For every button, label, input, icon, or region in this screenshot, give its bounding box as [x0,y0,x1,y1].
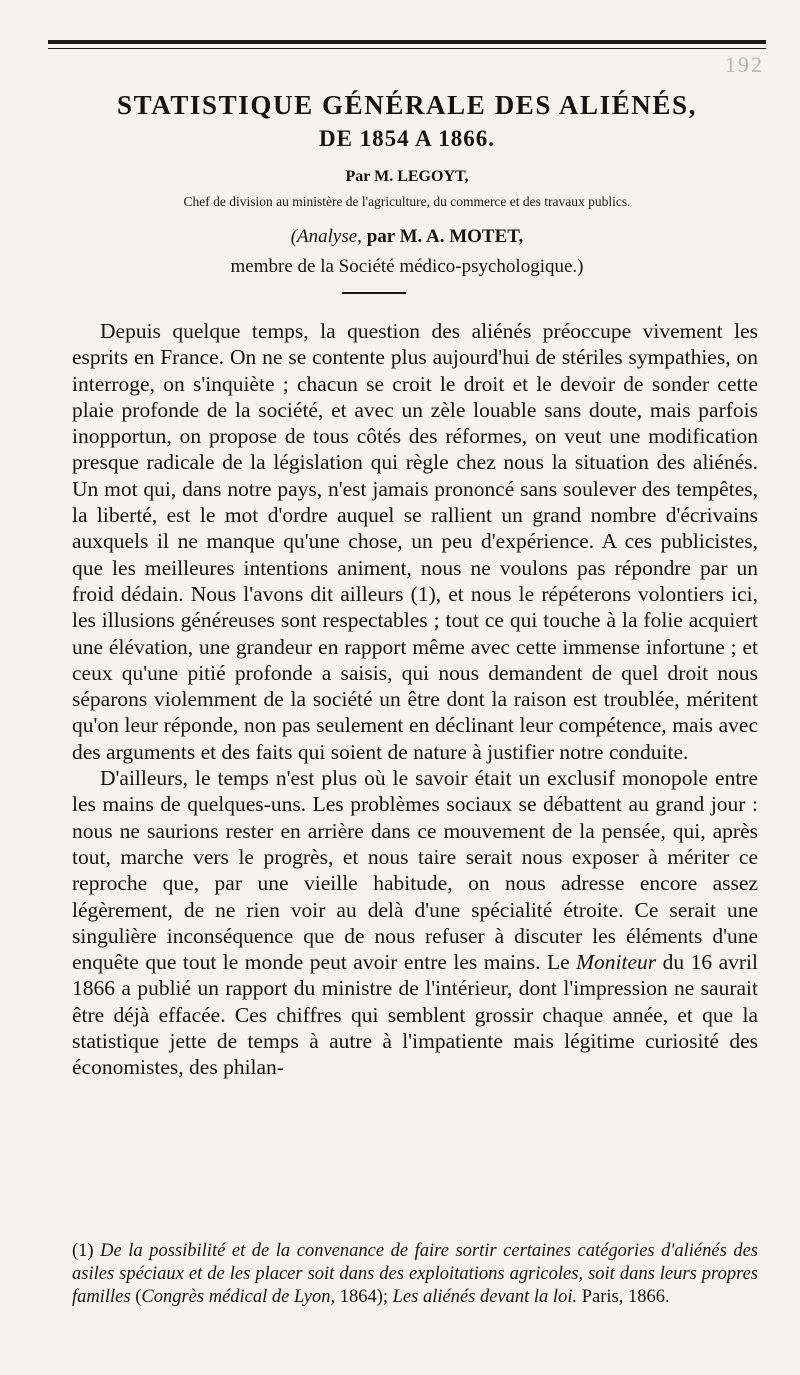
analysis-prefix: (Analyse, [290,226,362,247]
moniteur-title: Moniteur [576,950,657,975]
article-dates: DE 1854 A 1866. [318,126,496,151]
footnote-marker: (1) [72,1241,101,1261]
footnote-tail: Paris, 1866. [577,1287,670,1307]
analysis-line [40,226,774,248]
footnote-paren: ( [130,1287,142,1307]
footnote [72,1240,758,1309]
paragraph-2-text-a: D'ailleurs, le temps n'est plus où le savoir était un exclusif monopole entre les mains de quelques-uns. Les problèmes sociaux se débattent au grand jour : nous ne saurions rester en arrière dans ce mouvement de la pensée, qui, après tout, marche vers le progrès, et nous taire serait nous exposer à mériter ce reproche que, par une vieille habitude, on nous adresse encore assez légèrement, de ne rien voir au delà d'une spécialité étroite. Ce serait une singulière inconséquence que de nous refuser à discuter les éléments d'une enquête que tout le monde peut avoir entre les mains. Le [72,766,758,975]
footnote-congress: Congrès médical de Lyon [141,1287,331,1307]
footnote-congress-year: , 1864); [330,1287,393,1307]
author-affiliation: Chef de division au ministère de l'agriculture, du commerce et des travaux publics. [183,194,631,209]
section-divider [342,292,406,294]
article-body [72,318,758,1081]
footnote-book: Les aliénés devant la loi. [392,1287,578,1307]
author-byline: Par M. LEGOYT, [345,168,469,185]
header-rule-thin [48,48,766,49]
paragraph-2 [72,765,758,1081]
paragraph-2-text-b: du 16 avril 1866 a publié un rapport du ministre de l'intérieur, dont l'impression ne saurait être déjà effacée. Ces chiffres qui semblent grossir chaque année, et que la statistique jette de temps à autre à l'impatiente mais légitime curiosité des économistes, des philan- [72,950,758,1080]
analysis-author: par M. A. MOTET, [366,226,524,247]
header-rule-thick [48,40,766,44]
paragraph-1: Depuis quelque temps, la question des aliénés préoccupe vivement les esprits en France. On ne se contente plus aujourd'hui de stériles sympathies, on interroge, on s'inquiète ; chacun se croit le droit et le devoir de sonder cette plaie profonde de la société, et avec un zèle louable sans doute, mais parfois inopportun, on propose de tous côtés des réformes, on veut une modification presque radicale de la législation qui règle chez nous la situation des aliénés. Un mot qui, dans notre pays, n'est jamais prononcé sans soulever des tempêtes, la liberté, est le mot d'ordre auquel se rallient un grand nombre d'écrivains auxquels il ne manque qu'une chose, un peu d'expérience. A ces publicistes, que les meilleures intentions animent, nous ne voulons pas répondre par un froid dédain. Nous l'avons dit ailleurs (1), et nous le répéterons volontiers ici, les illusions généreuses sont respectables ; tout ce qui touche à la folie acquiert une élévation, une grandeur en rapport même avec cette immense infortune ; et ceux qu'une pitié profonde a saisis, qui nous demandent de quel droit nous séparons violemment de la société un être dont la raison est troublée, méritent qu'on leur réponde, non pas seulement en déclinant leur compétence, mais avec des arguments et des faits qui soient de nature à justifier notre conduite. [72,319,758,764]
analysis-member: membre de la Société médico-psychologique.) [230,256,584,277]
bleed-through-page-number: 192 [725,52,764,77]
article-title: STATISTIQUE GÉNÉRALE DES ALIÉNÉS, [117,90,697,120]
footnote-title: De la possibilité et de la convenance de faire sortir certaines catégories d'aliénés des asiles spéciaux et de les placer soit dans des exploitations agricoles, soit dans leurs propres familles [72,1241,758,1307]
